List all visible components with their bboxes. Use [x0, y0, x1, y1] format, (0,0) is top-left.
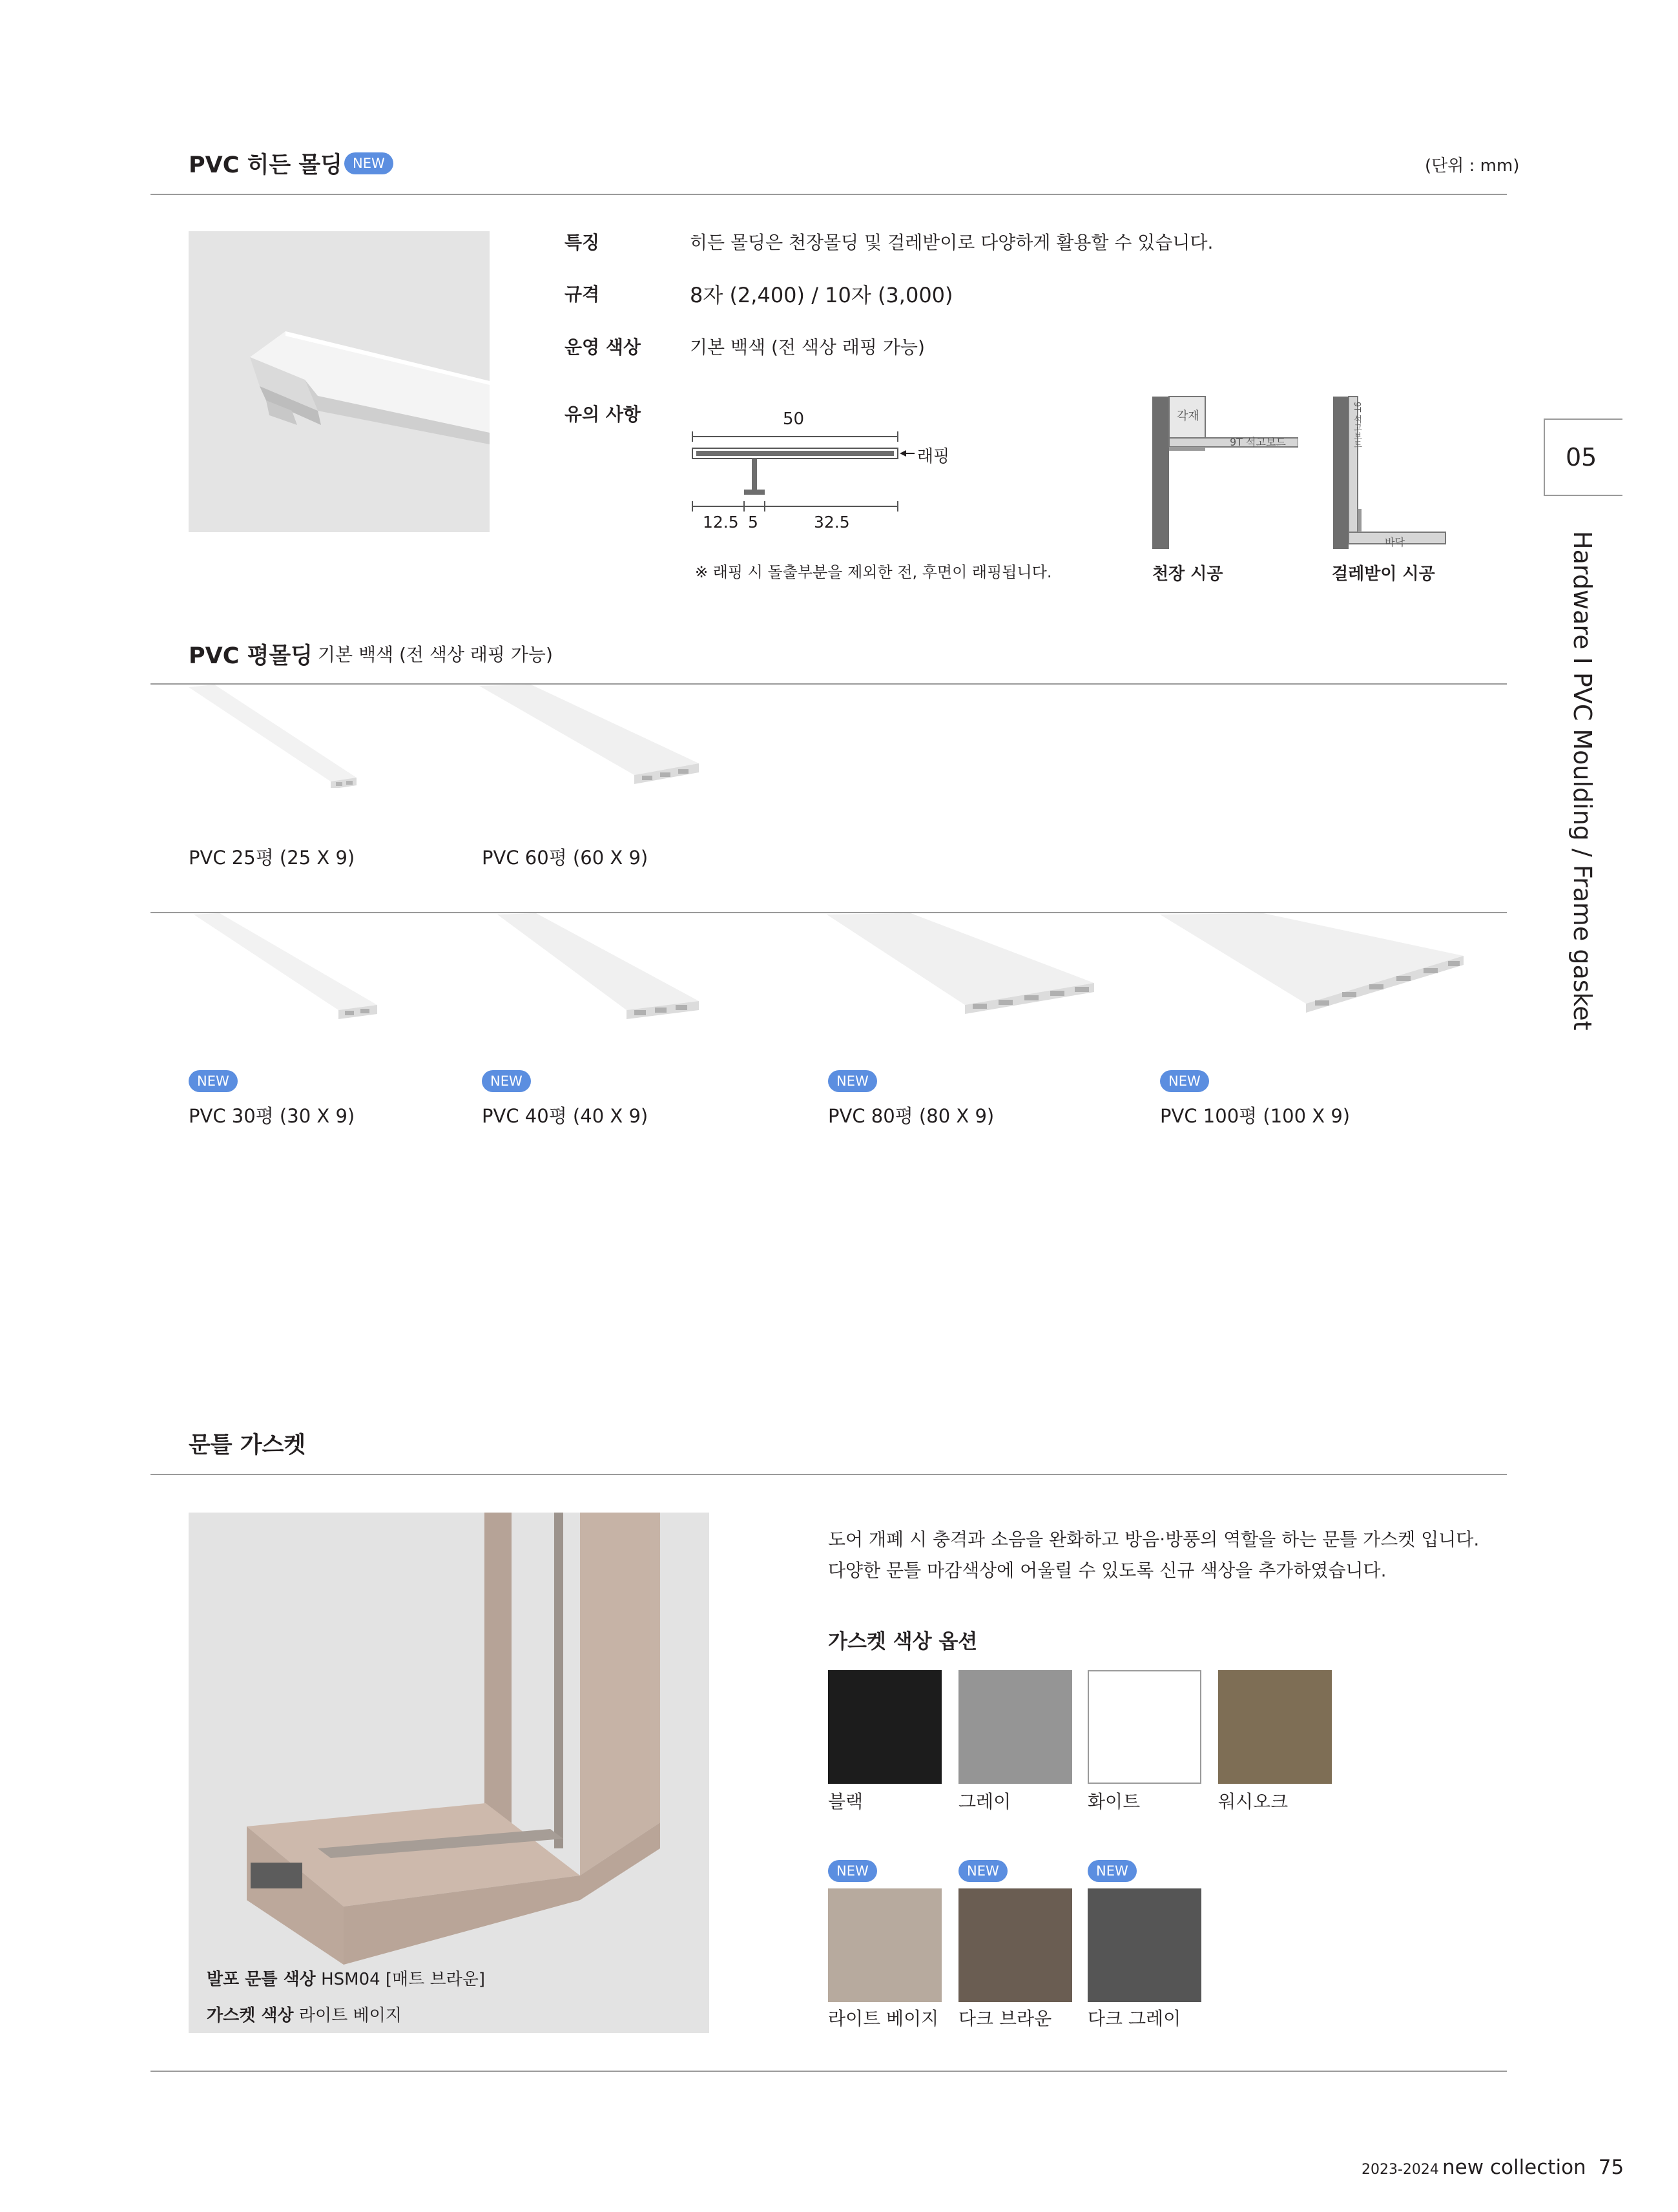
flat-moulding-title: PVC 평몰딩 [189, 643, 313, 669]
gasket-photo [189, 1513, 709, 2033]
swatch-dark-gray [1088, 1888, 1201, 2002]
gasket-desc-line1: 도어 개폐 시 충격과 소음을 완화하고 방음·방풍의 역할을 하는 문틀 가스켓 입니다. [828, 1529, 1480, 1550]
spec-label-notes: 유의 사항 [565, 404, 641, 425]
dimension-12-5: 12.5 [703, 513, 739, 532]
pvc-100-image [1160, 913, 1470, 1029]
pvc-60-image [479, 685, 705, 788]
swatch-white-label: 화이트 [1088, 1791, 1141, 1812]
photo-caption-frame [207, 1966, 485, 1990]
spec-value-color: 기본 백색 (전 색상 래핑 가능) [690, 336, 925, 358]
gasket-title: 문틀 가스켓 [189, 1432, 306, 1458]
section-divider [150, 194, 1507, 195]
frame-color-value: HSM04 [매트 브라운] [321, 1970, 486, 1989]
pvc-40-image [497, 913, 704, 1023]
spec-label-feature: 특징 [565, 232, 600, 253]
hidden-moulding-photo [189, 231, 490, 532]
new-badge: NEW [1088, 1860, 1137, 1882]
spec-value-size: 8자 (2,400) / 10자 (3,000) [690, 283, 953, 307]
pvc-100-caption: PVC 100평 (100 X 9) [1160, 1105, 1351, 1127]
unit-label: (단위 : mm) [1425, 156, 1520, 176]
gasket-desc-line2: 다양한 문틀 마감색상에 어울릴 수 있도록 신규 색상을 추가하였습니다. [828, 1560, 1387, 1581]
pvc-80-caption: PVC 80평 (80 X 9) [828, 1105, 995, 1127]
swatch-wash-oak [1218, 1670, 1332, 1784]
wrapping-note: ※ 래핑 시 돌출부분을 제외한 전, 후면이 래핑됩니다. [695, 563, 1052, 581]
section-divider [150, 1474, 1507, 1475]
hidden-moulding-image [189, 231, 490, 532]
baseboard-board-label: 9T 석고보드 [1352, 402, 1362, 449]
hidden-moulding-title: PVC 히든 몰딩 [189, 152, 343, 178]
gasket-color-label: 가스켓 색상 [207, 2006, 294, 2025]
chapter-number: 05 [1566, 443, 1597, 471]
spec-label-color: 운영 색상 [565, 336, 641, 358]
new-badge: NEW [482, 1070, 531, 1092]
door-frame-image [189, 1513, 709, 2033]
footer-year: 2023-2024 [1362, 2162, 1439, 2178]
chapter-title: Hardware I PVC Moulding / Frame gasket [1568, 531, 1597, 1031]
baseboard-install-label: 걸레받이 시공 [1332, 564, 1435, 584]
spec-value-feature: 히든 몰딩은 천장몰딩 및 걸레받이로 다양하게 활용할 수 있습니다. [690, 232, 1214, 253]
wrapping-callout: 래핑 [917, 447, 950, 466]
ceiling-install-diagram [1150, 395, 1298, 550]
flat-moulding-subtitle: 기본 백색 (전 색상 래핑 가능) [318, 644, 553, 665]
dimension-5: 5 [748, 513, 758, 532]
new-badge: NEW [1160, 1070, 1209, 1092]
footer-brand: new collection [1442, 2156, 1586, 2179]
swatch-gray-label: 그레이 [958, 1791, 1011, 1812]
ceiling-board-label: 9T 석고보드 [1230, 436, 1286, 448]
pvc-30-image [194, 913, 381, 1023]
spec-label-size: 규격 [565, 284, 600, 305]
new-badge: NEW [828, 1070, 877, 1092]
swatch-dark-brown-label: 다크 브라운 [958, 2008, 1052, 2029]
swatch-dark-gray-label: 다크 그레이 [1088, 2008, 1181, 2029]
pvc-30-caption: PVC 30평 (30 X 9) [189, 1105, 355, 1127]
floor-label: 바닥 [1385, 536, 1405, 548]
color-options-title: 가스켓 색상 옵션 [828, 1630, 978, 1653]
swatch-wash-oak-label: 워시오크 [1218, 1791, 1289, 1812]
pvc-60-caption: PVC 60평 (60 X 9) [482, 847, 648, 869]
page-footer [1362, 2156, 1624, 2179]
ceiling-install-label: 천장 시공 [1152, 564, 1223, 584]
swatch-dark-brown [958, 1888, 1072, 2002]
swatch-white [1088, 1670, 1201, 1784]
pvc-25-image [189, 685, 363, 788]
ceiling-block-label: 각재 [1177, 409, 1199, 423]
pvc-40-caption: PVC 40평 (40 X 9) [482, 1105, 648, 1127]
swatch-light-beige-label: 라이트 베이지 [828, 2008, 939, 2029]
chapter-tab [1544, 419, 1622, 496]
dimension-32-5: 32.5 [814, 513, 850, 532]
pvc-80-image [827, 913, 1098, 1029]
swatch-black [828, 1670, 942, 1784]
new-badge: NEW [344, 152, 393, 174]
swatch-gray [958, 1670, 1072, 1784]
swatch-black-label: 블랙 [828, 1791, 864, 1812]
width-dimension: 50 [783, 409, 805, 429]
pvc-25-caption: PVC 25평 (25 X 9) [189, 847, 355, 869]
gasket-color-value: 라이트 베이지 [298, 2006, 402, 2025]
new-badge: NEW [828, 1860, 877, 1882]
photo-caption-gasket [207, 2002, 402, 2026]
section-divider [150, 2071, 1507, 2072]
baseboard-install-diagram [1331, 395, 1447, 550]
frame-color-label: 발포 문틀 색상 [207, 1970, 316, 1989]
new-badge: NEW [189, 1070, 238, 1092]
page-number: 75 [1598, 2156, 1624, 2179]
new-badge: NEW [958, 1860, 1008, 1882]
swatch-light-beige [828, 1888, 942, 2002]
